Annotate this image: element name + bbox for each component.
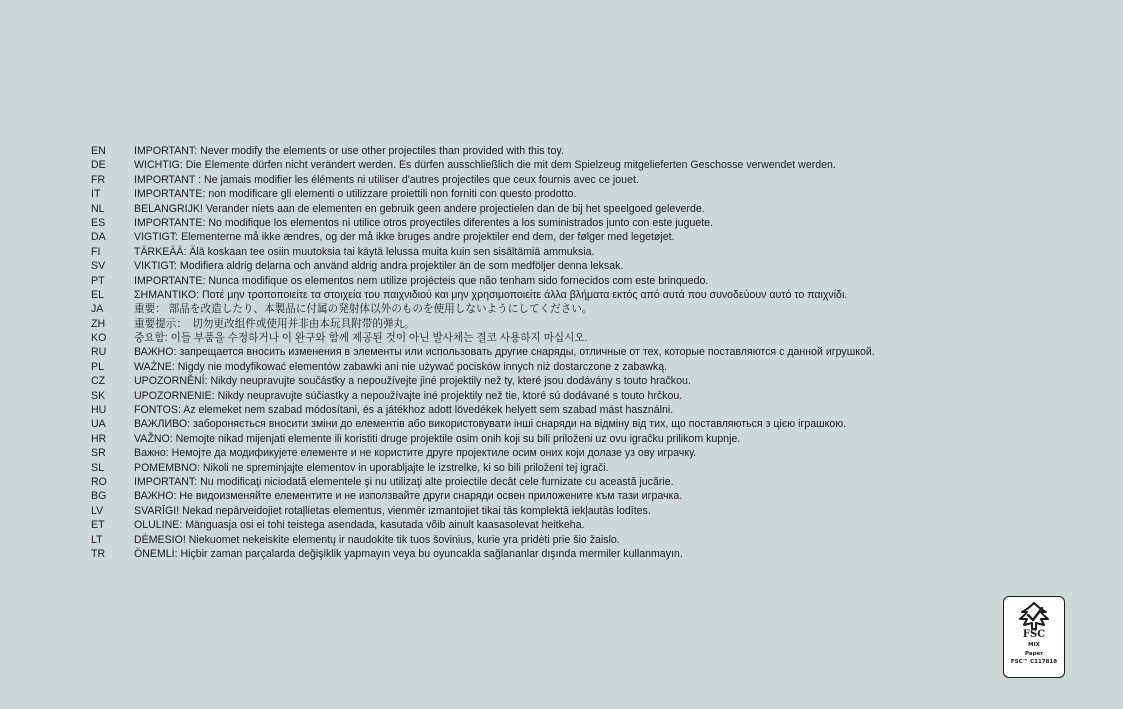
language-code: PL <box>91 360 104 373</box>
warning-text: POMEMBNO: Nikoli ne spreminjajte elementov in uporabljajte le izstrelke, ki so bili priloženi tej igrači. <box>134 461 609 474</box>
warning-text: FONTOS: Az elemeket nem szabad módosítani, és a játékhoz adott lövedékek helyett sem szabad mást használni. <box>134 404 674 417</box>
warning-row-hr <box>91 432 1111 446</box>
warning-text: WICHTIG: Die Elemente dürfen nicht verändert werden. Es dürfen ausschließlich die mit dem Spielzeug mitgelieferten Geschosse verwendet werden. <box>134 159 836 172</box>
warning-text: ÖNEMLİ: Hiçbir zaman parçalarda değişiklik yapmayın veya bu oyuncakla sağlananlar dışında mermiler kullanmayın. <box>134 547 683 560</box>
language-code: HR <box>91 432 107 445</box>
warning-row-en <box>91 144 1111 158</box>
warning-row-sv <box>91 259 1111 273</box>
warning-text: Важно: Немојте да модификујете елементе и не користите друге пројектиле осим оних који долазе уз ову играчку. <box>134 447 697 460</box>
warning-row-sl <box>91 461 1111 475</box>
warning-text: IMPORTANTE: non modificare gli elementi o utilizzare proiettili non forniti con questo prodotto. <box>134 188 577 201</box>
language-code: BG <box>91 490 107 503</box>
language-code: EN <box>91 145 106 157</box>
warning-text: DĖMESIO! Niekuomet nekeiskite elementų ir naudokite tik tuos šovinius, kurie yra pridėti prie šio žaislo. <box>134 533 620 546</box>
warning-row-ja <box>91 302 1111 316</box>
warning-text: IMPORTANT: Nu modificaţi niciodată elementele şi nu utilizaţi alte proiectile decât cele furnizate cu această jucărie. <box>134 475 674 488</box>
warning-text: ВАЖНО: запрещается вносить изменения в элементы или использовать другие снаряды, отличные от тех, которые поставляются с данной игрушкой. <box>134 346 875 359</box>
language-code: SR <box>91 447 106 460</box>
language-code: LV <box>91 504 104 517</box>
language-code: FR <box>91 173 106 186</box>
language-code: TR <box>91 547 106 560</box>
language-code: KO <box>91 332 107 345</box>
language-code: ES <box>91 216 106 229</box>
warning-text: 重要提示： 切勿更改组件或使用并非由本玩具附带的弹丸。 <box>134 317 415 330</box>
warning-row-zh <box>91 317 1111 331</box>
warning-text: UPOZORNENIE: Nikdy neupravujte súčiastky a nepoužívajte iné projektily než tie, ktoré sú dodávané s touto hrčkou. <box>134 389 683 402</box>
warning-text: 중요함: 이들 부품을 수정하거나 이 완구와 함께 제공된 것이 아닌 발사체는 결코 사용하지 마십시오. <box>134 332 588 345</box>
warning-row-fi <box>91 245 1111 259</box>
warning-row-da <box>91 230 1111 244</box>
language-code: SL <box>91 461 104 474</box>
warning-row-fr <box>91 173 1111 187</box>
warning-text: SVARĪGI! Nekad nepārveidojiet rotaļlietas elementus, vienmēr izmantojiet tikai tās komplektā iekļautās lodītes. <box>134 504 651 517</box>
warning-row-ko <box>91 331 1111 345</box>
language-code: SK <box>91 389 106 402</box>
warning-row-lv <box>91 504 1111 518</box>
warning-row-tr <box>91 547 1111 561</box>
warning-row-sk <box>91 389 1111 403</box>
warning-row-pt <box>91 274 1111 288</box>
language-code: PT <box>91 274 105 287</box>
language-code: DE <box>91 159 106 172</box>
warning-text: ВАЖНО: Не видоизменяйте елементите и не използвайте други снаряди освен приложените към тази играчка. <box>134 490 683 503</box>
warning-text: UPOZORNĚNÍ: Nikdy neupravujte součástky a nepoužívejte jiné projektily než ty, které jsou dodávány s touto hračkou. <box>134 375 691 388</box>
warning-row-bg <box>91 489 1111 503</box>
warning-row-ru <box>91 345 1111 359</box>
warning-text: BELANGRIJK! Verander niets aan de elementen en gebruik geen andere projectielen dan de bij het speelgoed geleverde. <box>134 202 705 215</box>
fsc-certification-logo <box>1003 596 1065 678</box>
warning-row-it <box>91 187 1111 201</box>
warning-row-cz <box>91 374 1111 388</box>
language-code: LT <box>91 533 103 546</box>
language-code: EL <box>91 288 104 301</box>
warning-text: ВАЖЛИВО: забороняється вносити зміни до елементів або використовувати інші снаряди на відміну від тих, що поставляються з цією іграшкою. <box>134 418 847 431</box>
language-code: NL <box>91 202 105 215</box>
safety-warnings-list <box>91 144 1111 561</box>
fsc-mix-label: MIX <box>1028 642 1040 648</box>
language-code: RO <box>91 475 107 488</box>
fsc-material-label: Paper <box>1025 650 1043 657</box>
warning-text: IMPORTANT: Never modify the elements or use other projectiles than provided with this toy. <box>134 145 564 157</box>
warning-text: VIKTIGT: Modifiera aldrig delarna och använd aldrig andra projektiler än de som medföljer denna leksak. <box>134 260 624 273</box>
language-code: JA <box>91 303 104 316</box>
warning-text: ΣΗΜΑΝΤΙΚΟ: Ποτέ μην τροποποιείτε τα στοιχεία του παιχνιδιού και μην χρησιμοποιείτε άλλα βλήματα εκτός από αυτά που συνοδεύουν αυτό το παιχνίδι. <box>134 288 848 301</box>
warning-row-lt <box>91 533 1111 547</box>
warning-text: IMPORTANT : Ne jamais modifier les éléments ni utiliser d'autres projectiles que ceux fournis avec ce jouet. <box>134 173 639 186</box>
warning-text: VAŽNO: Nemojte nikad mijenjati elemente ili koristiti druge projektile osim onih koji su bili priloženi uz ovu igračku prilikom kupnje. <box>134 432 741 445</box>
warning-row-sr <box>91 446 1111 460</box>
warning-text: 重要： 部品を改造したり、本製品に付属の発射体以外のものを使用しないようにしてください。 <box>134 303 593 316</box>
language-code: HU <box>91 404 107 417</box>
warning-row-hu <box>91 403 1111 417</box>
fsc-tree-checkmark-icon <box>1016 601 1052 631</box>
warning-row-de <box>91 158 1111 172</box>
language-code: CZ <box>91 375 106 388</box>
language-code: IT <box>91 188 101 201</box>
warning-text: WAŻNE: Nigdy nie modyfikować elementów zabawki ani nie używać pocisków innych niż dostarczone z zabawką. <box>134 360 668 373</box>
language-code: ZH <box>91 317 106 330</box>
language-code: SV <box>91 260 106 273</box>
warning-row-pl <box>91 360 1111 374</box>
warning-row-et <box>91 518 1111 532</box>
warning-text: IMPORTANTE: No modifique los elementos ni utilice otros proyectiles diferentes a los suministrados junto con este juguete. <box>134 216 714 229</box>
warning-row-ua <box>91 417 1111 431</box>
warning-text: IMPORTANTE: Nunca modifique os elementos nem utilize projécteis que não tenham sido fornecidos com este brinquedo. <box>134 274 709 287</box>
warning-text: VIGTIGT: Elementerne må ikke ændres, og der må ikke bruges andre projektiler end dem, der følger med legetøjet. <box>134 231 675 244</box>
warning-row-nl <box>91 202 1111 216</box>
language-code: FI <box>91 245 101 258</box>
language-code: ET <box>91 519 105 532</box>
warning-row-el <box>91 288 1111 302</box>
warning-row-es <box>91 216 1111 230</box>
warning-text: TÄRKEÄÄ: Älä koskaan tee osiin muutoksia tai käytä lelussa muita kuin sen sisältämiä ammuksia. <box>134 245 595 258</box>
warning-row-ro <box>91 475 1111 489</box>
warning-text: OLULINE: Mänguasja osi ei tohi teistega asendada, kasutada võib ainult kaasasolevat heitkeha. <box>134 519 585 532</box>
language-code: DA <box>91 231 106 244</box>
language-code: RU <box>91 346 107 359</box>
fsc-name: FSC <box>1022 629 1046 640</box>
language-code: UA <box>91 418 106 431</box>
fsc-license-code: FSC™ C117818 <box>1010 659 1058 665</box>
